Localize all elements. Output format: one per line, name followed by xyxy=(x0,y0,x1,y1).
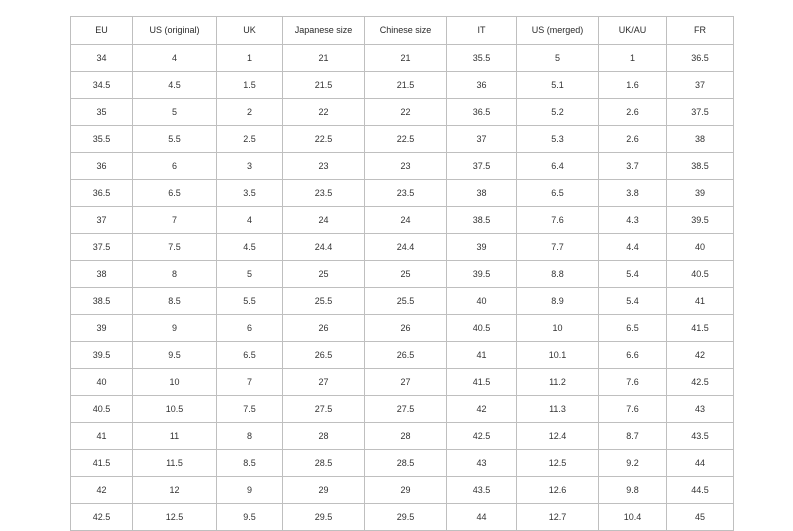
table-cell: 1.5 xyxy=(217,72,283,99)
table-cell: 41 xyxy=(447,342,517,369)
table-cell: 41.5 xyxy=(667,315,734,342)
table-cell: 10 xyxy=(517,315,599,342)
table-body xyxy=(71,45,734,531)
table-cell: 9.5 xyxy=(217,504,283,531)
table-cell: 37 xyxy=(667,72,734,99)
table-cell: 23 xyxy=(283,153,365,180)
table-cell: 4 xyxy=(133,45,217,72)
table-cell: 22 xyxy=(283,99,365,126)
table-cell: 35.5 xyxy=(447,45,517,72)
table-row xyxy=(71,315,734,342)
table-cell: 26 xyxy=(283,315,365,342)
table-cell: 7.5 xyxy=(217,396,283,423)
table-cell: 39 xyxy=(71,315,133,342)
table-cell: 5.5 xyxy=(217,288,283,315)
table-cell: 2.5 xyxy=(217,126,283,153)
table-header-row xyxy=(71,17,734,45)
table-cell: 11.5 xyxy=(133,450,217,477)
table-cell: 1 xyxy=(599,45,667,72)
table-cell: 5.5 xyxy=(133,126,217,153)
table-row xyxy=(71,126,734,153)
table-cell: 38 xyxy=(667,126,734,153)
table-cell: 8.9 xyxy=(517,288,599,315)
table-cell: 39 xyxy=(447,234,517,261)
table-cell: 3.8 xyxy=(599,180,667,207)
table-cell: 39.5 xyxy=(667,207,734,234)
table-cell: 25.5 xyxy=(365,288,447,315)
table-cell: 21.5 xyxy=(283,72,365,99)
table-cell: 42 xyxy=(447,396,517,423)
table-cell: 5.2 xyxy=(517,99,599,126)
table-cell: 39.5 xyxy=(447,261,517,288)
column-header-us-merged: US (merged) xyxy=(517,17,599,45)
table-cell: 21.5 xyxy=(365,72,447,99)
table-cell: 21 xyxy=(283,45,365,72)
table-cell: 36.5 xyxy=(447,99,517,126)
table-cell: 40 xyxy=(667,234,734,261)
table-cell: 12 xyxy=(133,477,217,504)
table-cell: 42.5 xyxy=(447,423,517,450)
table-cell: 36.5 xyxy=(71,180,133,207)
table-cell: 23 xyxy=(365,153,447,180)
table-cell: 27.5 xyxy=(365,396,447,423)
table-cell: 6.4 xyxy=(517,153,599,180)
table-cell: 38.5 xyxy=(447,207,517,234)
table-cell: 40.5 xyxy=(667,261,734,288)
table-cell: 6 xyxy=(217,315,283,342)
table-cell: 42 xyxy=(71,477,133,504)
table-cell: 35 xyxy=(71,99,133,126)
table-cell: 7.5 xyxy=(133,234,217,261)
table-cell: 28 xyxy=(283,423,365,450)
table-row xyxy=(71,504,734,531)
table-cell: 25 xyxy=(283,261,365,288)
table-cell: 5 xyxy=(133,99,217,126)
table-cell: 11.2 xyxy=(517,369,599,396)
table-cell: 11 xyxy=(133,423,217,450)
table-cell: 7.6 xyxy=(599,396,667,423)
table-cell: 38 xyxy=(447,180,517,207)
table-cell: 37.5 xyxy=(667,99,734,126)
table-cell: 38 xyxy=(71,261,133,288)
table-cell: 4.5 xyxy=(133,72,217,99)
table-cell: 24 xyxy=(283,207,365,234)
table-cell: 6 xyxy=(133,153,217,180)
table-cell: 12.6 xyxy=(517,477,599,504)
shoe-size-conversion-table xyxy=(70,16,734,531)
table-cell: 29.5 xyxy=(283,504,365,531)
table-cell: 39.5 xyxy=(71,342,133,369)
table-cell: 28 xyxy=(365,423,447,450)
table-row xyxy=(71,72,734,99)
column-header-uk-au: UK/AU xyxy=(599,17,667,45)
table-cell: 44 xyxy=(667,450,734,477)
table-cell: 21 xyxy=(365,45,447,72)
table-cell: 9.5 xyxy=(133,342,217,369)
table-cell: 2 xyxy=(217,99,283,126)
table-cell: 41 xyxy=(71,423,133,450)
table-cell: 26.5 xyxy=(283,342,365,369)
table-cell: 23.5 xyxy=(283,180,365,207)
table-row xyxy=(71,477,734,504)
table-cell: 26.5 xyxy=(365,342,447,369)
table-cell: 4.5 xyxy=(217,234,283,261)
table-cell: 5.3 xyxy=(517,126,599,153)
table-cell: 27.5 xyxy=(283,396,365,423)
table-cell: 25 xyxy=(365,261,447,288)
table-cell: 24.4 xyxy=(283,234,365,261)
table-row xyxy=(71,450,734,477)
column-header-it: IT xyxy=(447,17,517,45)
table-cell: 29.5 xyxy=(365,504,447,531)
column-header-eu: EU xyxy=(71,17,133,45)
column-header-uk: UK xyxy=(217,17,283,45)
table-cell: 37 xyxy=(71,207,133,234)
table-cell: 28.5 xyxy=(365,450,447,477)
table-cell: 10.5 xyxy=(133,396,217,423)
table-cell: 2.6 xyxy=(599,99,667,126)
table-cell: 3.5 xyxy=(217,180,283,207)
table-cell: 9 xyxy=(217,477,283,504)
table-cell: 27 xyxy=(283,369,365,396)
table-cell: 2.6 xyxy=(599,126,667,153)
table-cell: 5 xyxy=(517,45,599,72)
table-cell: 27 xyxy=(365,369,447,396)
table-cell: 38.5 xyxy=(71,288,133,315)
table-cell: 40 xyxy=(447,288,517,315)
column-header-chinese-size: Chinese size xyxy=(365,17,447,45)
table-cell: 36.5 xyxy=(667,45,734,72)
table-cell: 40.5 xyxy=(447,315,517,342)
table-cell: 10 xyxy=(133,369,217,396)
table-cell: 3.7 xyxy=(599,153,667,180)
table-cell: 7.7 xyxy=(517,234,599,261)
table-cell: 7 xyxy=(217,369,283,396)
table-cell: 35.5 xyxy=(71,126,133,153)
table-cell: 12.5 xyxy=(133,504,217,531)
table-cell: 38.5 xyxy=(667,153,734,180)
table-cell: 8.5 xyxy=(133,288,217,315)
table-cell: 8 xyxy=(133,261,217,288)
table-cell: 34 xyxy=(71,45,133,72)
table-cell: 42.5 xyxy=(667,369,734,396)
table-cell: 45 xyxy=(667,504,734,531)
table-cell: 9.8 xyxy=(599,477,667,504)
table-row xyxy=(71,99,734,126)
table-cell: 6.6 xyxy=(599,342,667,369)
table-cell: 3 xyxy=(217,153,283,180)
table-cell: 11.3 xyxy=(517,396,599,423)
table-row xyxy=(71,423,734,450)
table-header xyxy=(71,17,734,45)
table-cell: 6.5 xyxy=(217,342,283,369)
table-cell: 43.5 xyxy=(667,423,734,450)
table-cell: 9 xyxy=(133,315,217,342)
table-cell: 41.5 xyxy=(71,450,133,477)
table-cell: 10.1 xyxy=(517,342,599,369)
table-cell: 44.5 xyxy=(667,477,734,504)
table-cell: 26 xyxy=(365,315,447,342)
table-cell: 6.5 xyxy=(599,315,667,342)
table-row xyxy=(71,45,734,72)
table-cell: 43.5 xyxy=(447,477,517,504)
table-cell: 42.5 xyxy=(71,504,133,531)
table-cell: 7.6 xyxy=(599,369,667,396)
table-cell: 5.4 xyxy=(599,261,667,288)
table-cell: 8 xyxy=(217,423,283,450)
table-cell: 4.4 xyxy=(599,234,667,261)
table-cell: 37 xyxy=(447,126,517,153)
table-cell: 5.4 xyxy=(599,288,667,315)
table-cell: 22.5 xyxy=(283,126,365,153)
table-cell: 1 xyxy=(217,45,283,72)
table-row xyxy=(71,288,734,315)
table-row xyxy=(71,261,734,288)
table-cell: 24 xyxy=(365,207,447,234)
table-cell: 6.5 xyxy=(133,180,217,207)
table-cell: 5.1 xyxy=(517,72,599,99)
table-cell: 36 xyxy=(71,153,133,180)
table-cell: 29 xyxy=(283,477,365,504)
table-cell: 36 xyxy=(447,72,517,99)
table-cell: 43 xyxy=(667,396,734,423)
table-row xyxy=(71,153,734,180)
table-cell: 28.5 xyxy=(283,450,365,477)
table-cell: 7 xyxy=(133,207,217,234)
table-cell: 41 xyxy=(667,288,734,315)
table-row xyxy=(71,342,734,369)
table-cell: 22.5 xyxy=(365,126,447,153)
table-cell: 1.6 xyxy=(599,72,667,99)
table-cell: 37.5 xyxy=(447,153,517,180)
table-cell: 8.5 xyxy=(217,450,283,477)
table-row xyxy=(71,180,734,207)
table-cell: 39 xyxy=(667,180,734,207)
table-cell: 4 xyxy=(217,207,283,234)
table-row xyxy=(71,207,734,234)
table-cell: 12.5 xyxy=(517,450,599,477)
table-row xyxy=(71,234,734,261)
column-header-japanese-size: Japanese size xyxy=(283,17,365,45)
table-cell: 34.5 xyxy=(71,72,133,99)
table-cell: 25.5 xyxy=(283,288,365,315)
table-cell: 12.7 xyxy=(517,504,599,531)
table-cell: 10.4 xyxy=(599,504,667,531)
table-row xyxy=(71,369,734,396)
table-cell: 42 xyxy=(667,342,734,369)
table-cell: 41.5 xyxy=(447,369,517,396)
table-cell: 40 xyxy=(71,369,133,396)
table-cell: 23.5 xyxy=(365,180,447,207)
table-cell: 24.4 xyxy=(365,234,447,261)
table-cell: 37.5 xyxy=(71,234,133,261)
table-cell: 43 xyxy=(447,450,517,477)
table-cell: 6.5 xyxy=(517,180,599,207)
table-row xyxy=(71,396,734,423)
column-header-fr: FR xyxy=(667,17,734,45)
table-cell: 8.8 xyxy=(517,261,599,288)
table-cell: 4.3 xyxy=(599,207,667,234)
table-cell: 9.2 xyxy=(599,450,667,477)
table-cell: 8.7 xyxy=(599,423,667,450)
table-cell: 40.5 xyxy=(71,396,133,423)
column-header-us-original: US (original) xyxy=(133,17,217,45)
table-cell: 44 xyxy=(447,504,517,531)
table-cell: 22 xyxy=(365,99,447,126)
table-cell: 5 xyxy=(217,261,283,288)
table-cell: 12.4 xyxy=(517,423,599,450)
table-cell: 7.6 xyxy=(517,207,599,234)
table-cell: 29 xyxy=(365,477,447,504)
